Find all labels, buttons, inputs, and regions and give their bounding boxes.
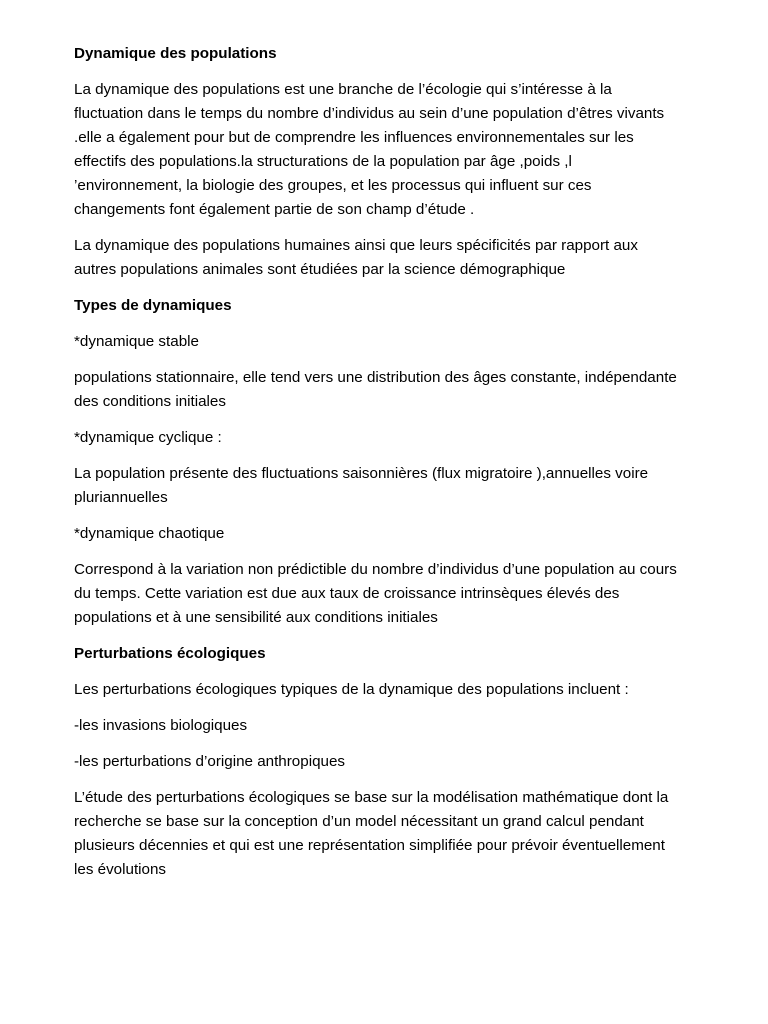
document-title: Dynamique des populations (74, 45, 277, 62)
intro-paragraph-1: La dynamique des populations est une branche de l’écologie qui s’intéresse à la fluctuation dans le temps du nombre d’individus au sein d’une population d’êtres vivants .elle a également pour but de comprendre les influences environnementales sur les effectifs des populations.la structurations de la population par âge ,poids ,l ’environnement, la biologie des groupes, et les processus qui influent sur ces changements font également partie de son champ d’étude . (74, 81, 665, 218)
intro-paragraph-2: La dynamique des populations humaines ainsi que leurs spécificités par rapport aux autres populations animales sont étudiées par la science démographique (74, 237, 638, 278)
stable-dynamics-label: *dynamique stable (74, 333, 199, 350)
document-page (74, 42, 684, 894)
chaotic-dynamics-label: *dynamique chaotique (74, 525, 225, 542)
cyclic-dynamics-label: *dynamique cyclique : (74, 429, 222, 446)
perturbation-item-2: -les perturbations d’origine anthropiques (74, 753, 346, 770)
chaotic-dynamics-text: Correspond à la variation non prédictible du nombre d’individus d’une population au cours du temps. Cette variation est due aux taux de croissance intrinsèques élevés des populations et à une sensibilité aux conditions initiales (74, 561, 677, 626)
perturbations-heading: Perturbations écologiques (74, 645, 266, 662)
conclusion-paragraph: L’étude des perturbations écologiques se base sur la modélisation mathématique dont la recherche se base sur la conception d’un model nécessitant un grand calcul pendant plusieurs décennies et qui est une représentation simplifiée pour prévoir éventuellement les évolutions (74, 789, 669, 878)
perturbation-item-1: -les invasions biologiques (74, 717, 248, 734)
cyclic-dynamics-text: La population présente des fluctuations saisonnières (flux migratoire ),annuelles voire pluriannuelles (74, 465, 649, 506)
types-heading: Types de dynamiques (74, 297, 232, 314)
stable-dynamics-text: populations stationnaire, elle tend vers une distribution des âges constante, indépendante des conditions initiales (74, 369, 677, 410)
perturbations-intro: Les perturbations écologiques typiques de la dynamique des populations incluent : (74, 681, 629, 698)
